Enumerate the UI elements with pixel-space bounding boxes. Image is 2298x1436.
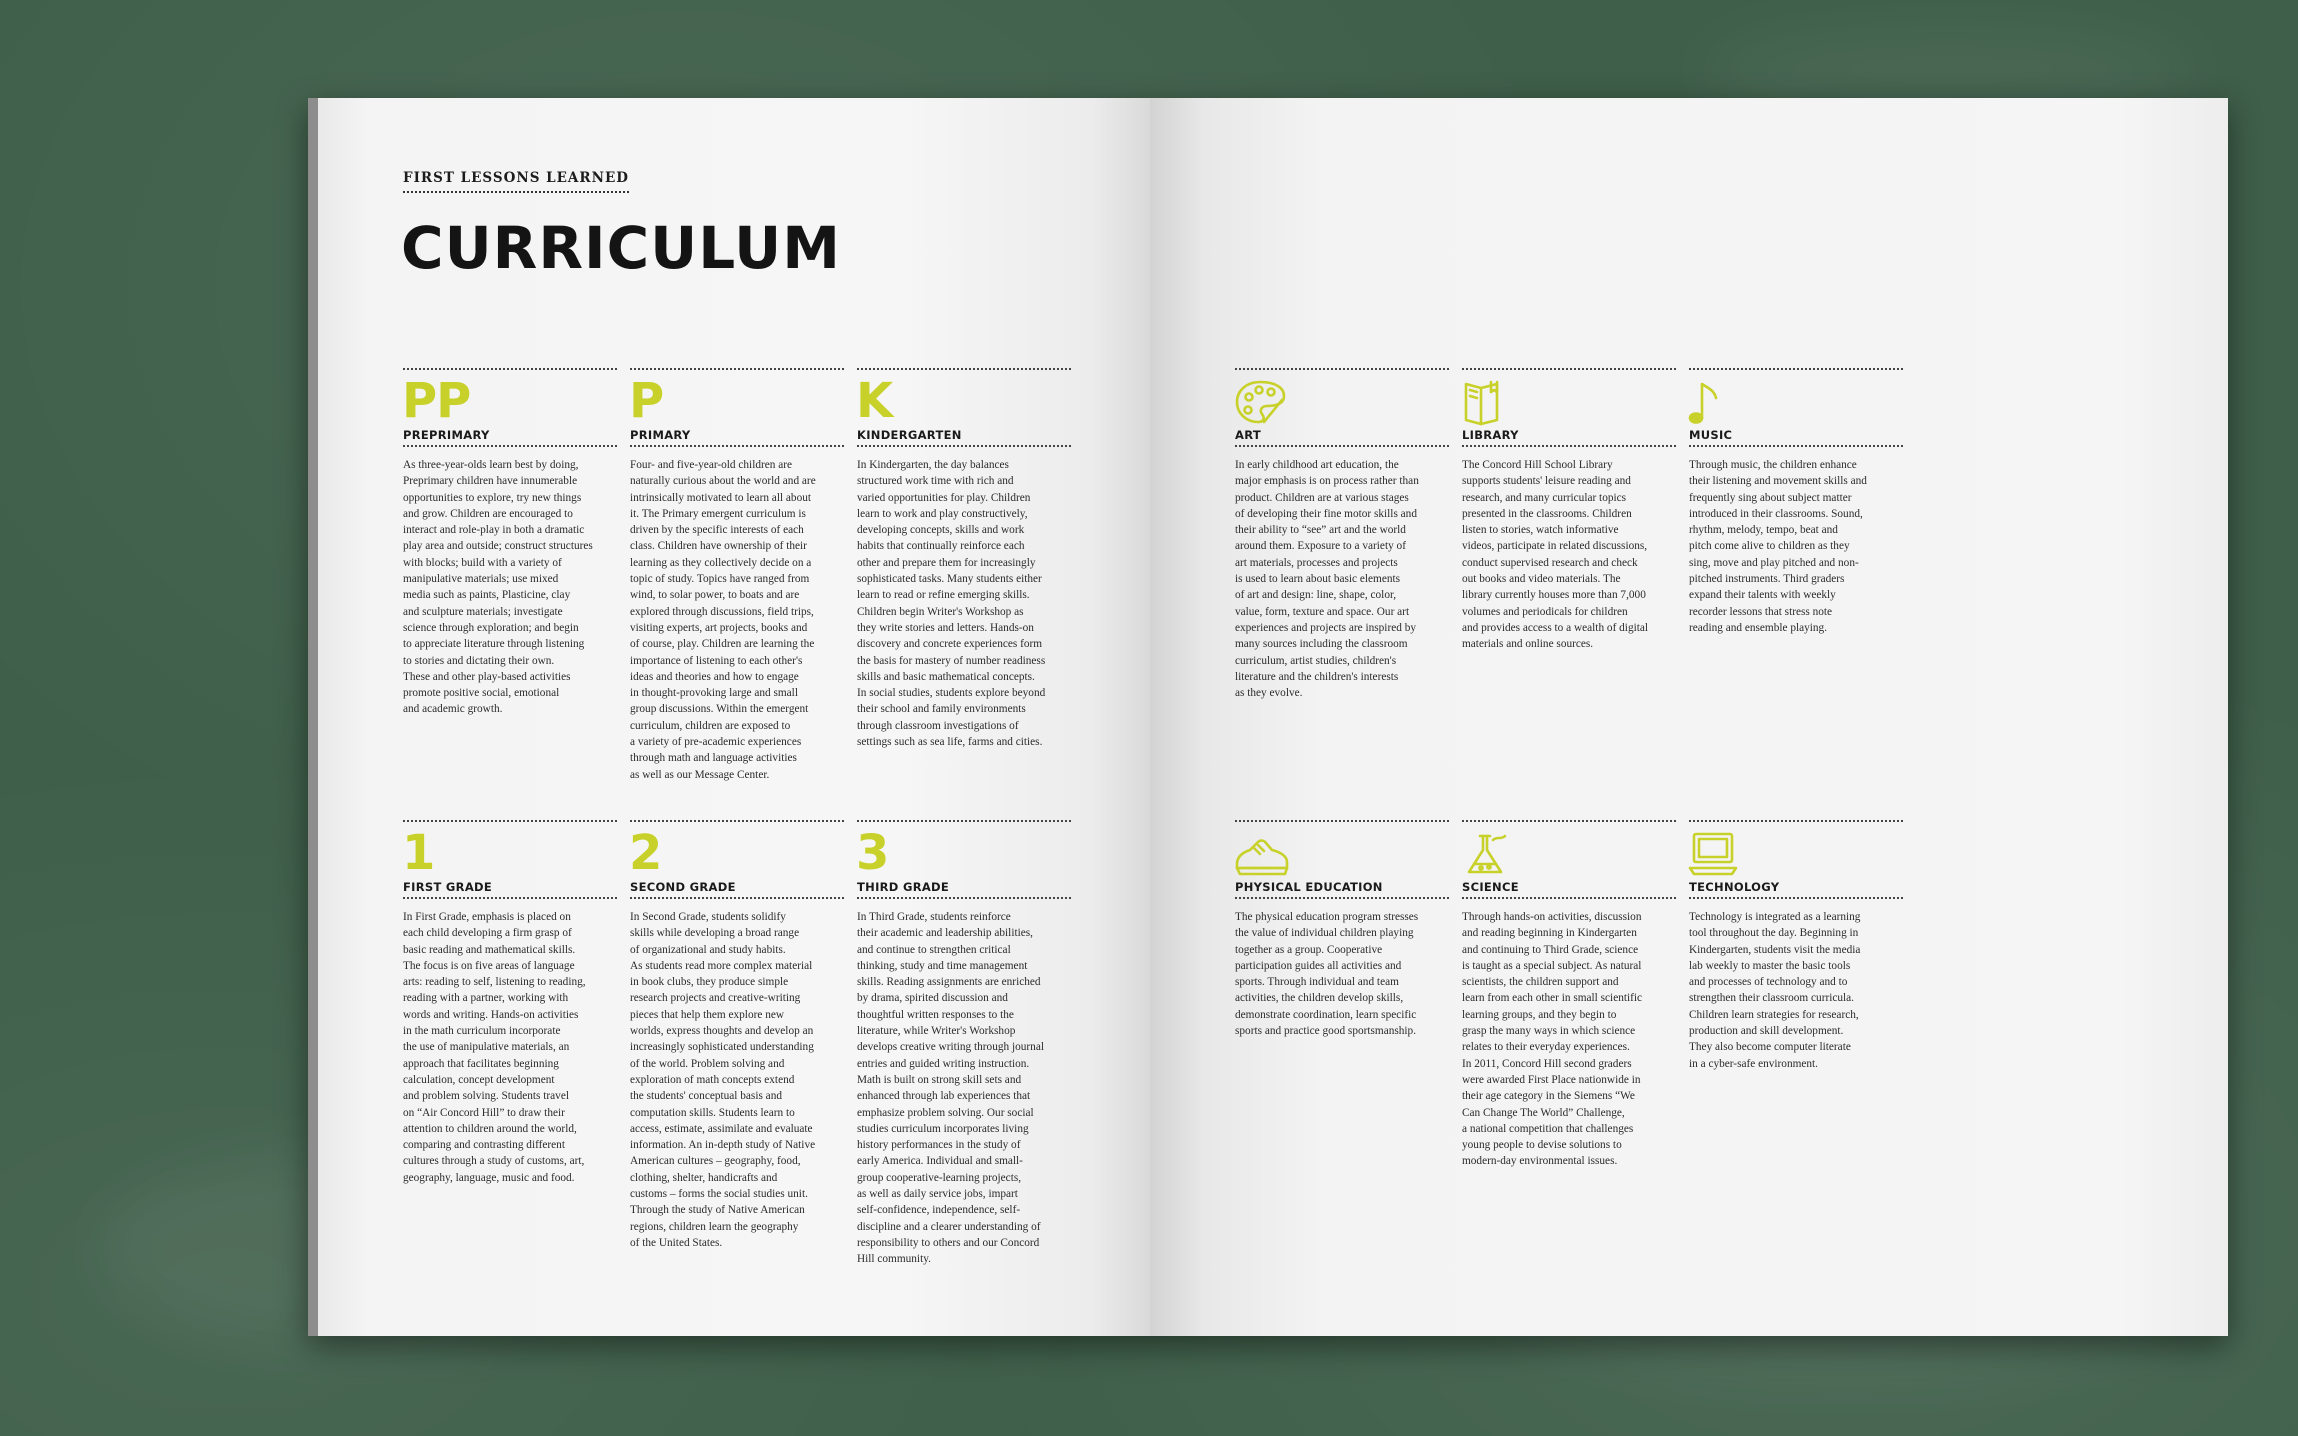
special-section-music	[1689, 368, 1903, 636]
grade-letter: 1	[402, 825, 435, 881]
grade-description: In Kindergarten, the day balances structured work time with rich and varied opportunities for play. Children learn to work and play constructively, developing concepts, skills and work habits that continually reinforce each other and prepare them for increasingly sophisticated tasks. Many students either learn to read or refine emerging skills. Children begin Writer's Workshop as they write stories and letters. Hands-on discovery and concrete experiences form the basis for mastery of number readiness skills and basic mathematical concepts. In social studies, students explore beyond their school and family environments through classroom investigations of settings such as sea life, farms and cities.	[857, 459, 1046, 749]
page-title: CURRICULUM	[401, 214, 841, 282]
grade-section-kindergarten	[857, 368, 1071, 750]
grade-letter: K	[856, 373, 893, 429]
grade-label: SECOND GRADE	[630, 880, 844, 899]
left-page	[308, 98, 1150, 1336]
grade-section-third-grade	[857, 820, 1071, 1268]
special-label: MUSIC	[1689, 428, 1903, 447]
grade-section-preprimary	[403, 368, 617, 718]
special-label: SCIENCE	[1462, 880, 1676, 899]
sneaker-icon	[1234, 830, 1290, 878]
grade-letter: 2	[629, 825, 662, 881]
grade-description: As three-year-olds learn best by doing, Preprimary children have innumerable opportunities to explore, try new things and grow. Children are encouraged to interact and role-play in both a dramatic play area and outside; construct structures with blocks; build with a variety of manipulative materials; use mixed media such as paints, Plasticine, clay and sculpture materials; investigate science through exploration; and begin to appreciate literature through listening to stories and dictating their own. These and other play-based activities promote positive social, emotional and academic growth.	[403, 459, 593, 716]
special-label: LIBRARY	[1462, 428, 1676, 447]
grade-section-primary	[630, 368, 844, 783]
grade-label: PREPRIMARY	[403, 428, 617, 447]
special-description: Through hands-on activities, discussion and reading beginning in Kindergarten and continuing to Third Grade, science is taught as a special subject. As natural scientists, the children support and learn from each other in small scientific learning groups, and they begin to grasp the many ways in which science relates to their everyday experiences. In 2011, Concord Hill second graders were awarded First Place nationwide in their age category in the Siemens “We Can Change The World” Challenge, a national competition that challenges young people to devise solutions to modern-day environmental issues.	[1462, 911, 1643, 1168]
special-label: PHYSICAL EDUCATION	[1235, 880, 1449, 899]
special-section-physical-education	[1235, 820, 1449, 1039]
grade-description: In Second Grade, students solidify skills while developing a broad range of organizational and study habits. As students read more complex material in book clubs, they produce simple research projects and creative-writing pieces that help them explore new worlds, express thoughts and develop an increasingly sophisticated understanding of the world. Problem solving and exploration of math concepts extend the students' conceptual basis and computation skills. Students learn to access, estimate, assimilate and evaluate information. An in-depth study of Native American cultures – geography, food, clothing, shelter, handicrafts and customs – forms the social studies unit. Through the study of Native American regions, children learn the geography of the United States.	[630, 911, 816, 1249]
book-icon	[1461, 378, 1517, 426]
grade-description: In First Grade, emphasis is placed on each child developing a firm grasp of basic reading and mathematical skills. The focus is on five areas of language arts: reading to self, listening to reading, reading with a partner, working with words and writing. Hands-on activities in the math curriculum incorporate the use of manipulative materials, an approach that facilitates beginning calculation, concept development and problem solving. Students travel on “Air Concord Hill” to draw their attention to children around the world, comparing and contrasting different cultures through a study of customs, art, geography, language, music and food.	[403, 911, 586, 1184]
flask-icon	[1461, 830, 1517, 878]
palette-icon	[1234, 378, 1290, 426]
computer-icon	[1688, 830, 1744, 878]
brochure-spread	[308, 98, 2228, 1336]
section-kicker: FIRST LESSONS LEARNED	[403, 170, 629, 193]
special-label: TECHNOLOGY	[1689, 880, 1903, 899]
special-label: ART	[1235, 428, 1449, 447]
grade-letter: PP	[402, 373, 471, 429]
grade-label: KINDERGARTEN	[857, 428, 1071, 447]
grade-description: Four- and five-year-old children are naturally curious about the world and are intrinsically motivated to learn all about it. The Primary emergent curriculum is driven by the specific interests of each class. Children have ownership of their learning as they collectively decide on a topic of study. Topics have ranged from wind, to solar power, to boats and are explored through discussions, field trips, visiting experts, art projects, books and of course, play. Children are learning the importance of listening to each other's ideas and theories and how to engage in thought-provoking large and small group discussions. Within the emergent curriculum, children are exposed to a variety of pre-academic experiences through math and language activities as well as our Message Center.	[630, 459, 816, 781]
special-section-technology	[1689, 820, 1903, 1072]
special-description: The Concord Hill School Library supports students' leisure reading and research, and many curricular topics presented in the classrooms. Children listen to stories, watch informative videos, participate in related discussions, conduct supervised research and check out books and video materials. The library currently houses more than 7,000 volumes and periodicals for children and provides access to a wealth of digital materials and online sources.	[1462, 459, 1649, 651]
special-section-art	[1235, 368, 1449, 701]
special-description: Through music, the children enhance their listening and movement skills and frequently sing about subject matter introduced in their classrooms. Sound, rhythm, melody, tempo, beat and pitch come alive to children as they sing, move and play pitched and non- pitched instruments. Third graders expand their talents with weekly recorder lessons that stress note reading and ensemble playing.	[1689, 459, 1867, 634]
music-note-icon	[1688, 378, 1744, 426]
right-page	[1150, 98, 2228, 1336]
grade-letter: P	[629, 373, 664, 429]
special-description: In early childhood art education, the major emphasis is on process rather than product. Children are at various stages of developing their fine motor skills and their ability to “see” art and the world around them. Exposure to a variety of art materials, processes and projects is used to learn about basic elements of art and design: line, shape, color, value, form, texture and space. Our art experiences and projects are inspired by many sources including the classroom curriculum, artist studies, children's literature and the children's interests as they evolve.	[1235, 459, 1419, 700]
grade-letter: 3	[856, 825, 889, 881]
grade-section-first-grade	[403, 820, 617, 1186]
special-description: Technology is integrated as a learning tool throughout the day. Beginning in Kindergarten, students visit the media lab weekly to master the basic tools and processes of technology and to strengthen their classroom curricula. Children learn strategies for research, production and skill development. They also become computer literate in a cyber-safe environment.	[1689, 911, 1861, 1070]
grade-section-second-grade	[630, 820, 844, 1251]
grade-label: FIRST GRADE	[403, 880, 617, 899]
special-description: The physical education program stresses the value of individual children playing together as a group. Cooperative participation guides all activities and sports. Through individual and team activities, the children develop skills, demonstrate coordination, learn specific sports and practice good sportsmanship.	[1235, 911, 1419, 1038]
special-section-science	[1462, 820, 1676, 1170]
grade-description: In Third Grade, students reinforce their academic and leadership abilities, and continue to strengthen critical thinking, study and time management skills. Reading assignments are enriched by drama, spirited discussion and thoughtful written responses to the literature, while Writer's Workshop develops creative writing through journal entries and guided writing instruction. Math is built on strong skill sets and enhanced through lab experiences that emphasize problem solving. Our social studies curriculum incorporates living history performances in the study of early America. Individual and small- group cooperative-learning projects, as well as daily service jobs, impart self-confidence, independence, self- discipline and a clearer understanding of responsibility to others and our Concord Hill community.	[857, 911, 1044, 1266]
grade-label: THIRD GRADE	[857, 880, 1071, 899]
special-section-library	[1462, 368, 1676, 653]
grade-label: PRIMARY	[630, 428, 844, 447]
